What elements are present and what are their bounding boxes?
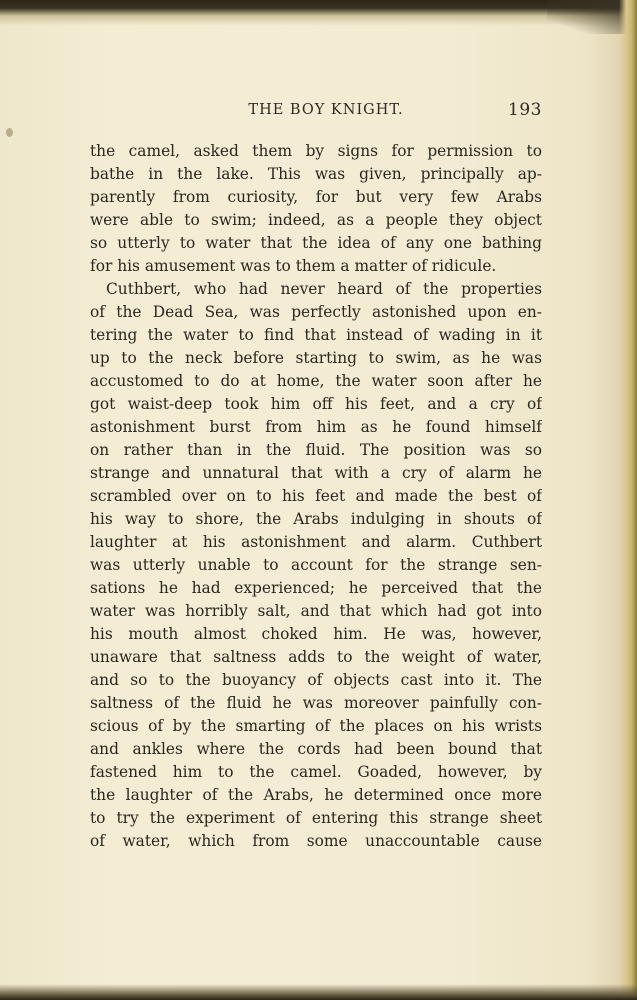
text-line: scrambled over on to his feet and made the best of	[90, 487, 542, 505]
page-top-shadow	[0, 0, 637, 26]
paper-blemish	[6, 128, 13, 137]
text-line: astonishment burst from him as he found himself	[90, 418, 542, 436]
running-head: THE BOY KNIGHT.	[248, 102, 404, 118]
text-line: scious of by the smarting of the places on his wrists	[90, 717, 542, 735]
text-line: to try the experiment of entering this strange sheet	[90, 809, 542, 827]
text-line: unaware that saltness adds to the weight of water,	[90, 648, 542, 666]
text-line: the camel, asked them by signs for permission to	[90, 142, 542, 160]
body-text	[90, 140, 542, 853]
text-line: tering the water to find that instead of wading in it	[90, 326, 542, 344]
text-line: accustomed to do at home, the water soon after he	[90, 372, 542, 390]
text-line: of the Dead Sea, was perfectly astonished upon en-	[90, 303, 542, 321]
text-line: water was horribly salt, and that which had got into	[90, 602, 542, 620]
text-line: his way to shore, the Arabs indulging in shouts of	[90, 510, 542, 528]
page-header	[90, 98, 542, 124]
text-line: the laughter of the Arabs, he determined once more	[90, 786, 542, 804]
text-line: strange and unnatural that with a cry of alarm he	[90, 464, 542, 482]
text-line: his mouth almost choked him. He was, however,	[90, 625, 542, 643]
text-line: and so to the buoyancy of objects cast into it. The	[90, 671, 542, 689]
page-bottom-shadow	[0, 984, 637, 1000]
text-line: bathe in the lake. This was given, principally ap-	[90, 165, 542, 183]
text-line: Cuthbert, who had never heard of the properties	[106, 280, 542, 298]
text-line: were able to swim; indeed, as a people they object	[90, 211, 542, 229]
text-line: saltness of the fluid he was moreover painfully con-	[90, 694, 542, 712]
text-line: got waist-deep took him off his feet, and a cry of	[90, 395, 542, 413]
text-line: of water, which from some unaccountable cause	[90, 832, 542, 850]
text-line: so utterly to water that the idea of any one bathing	[90, 234, 542, 252]
text-line: fastened him to the camel. Goaded, however, by	[90, 763, 542, 781]
text-line: was utterly unable to account for the strange sen-	[90, 556, 542, 574]
page-number: 193	[508, 100, 542, 120]
text-line: sations he had experienced; he perceived that the	[90, 579, 542, 597]
page-gilt-edge	[619, 0, 637, 1000]
text-line: on rather than in the fluid. The position was so	[90, 441, 542, 459]
text-line: laughter at his astonishment and alarm. Cuthbert	[90, 533, 542, 551]
text-line: parently from curiosity, for but very few Arabs	[90, 188, 542, 206]
text-line: and ankles where the cords had been bound that	[90, 740, 542, 758]
text-line: up to the neck before starting to swim, as he was	[90, 349, 542, 367]
text-line: for his amusement was to them a matter of ridicule.	[90, 257, 497, 275]
